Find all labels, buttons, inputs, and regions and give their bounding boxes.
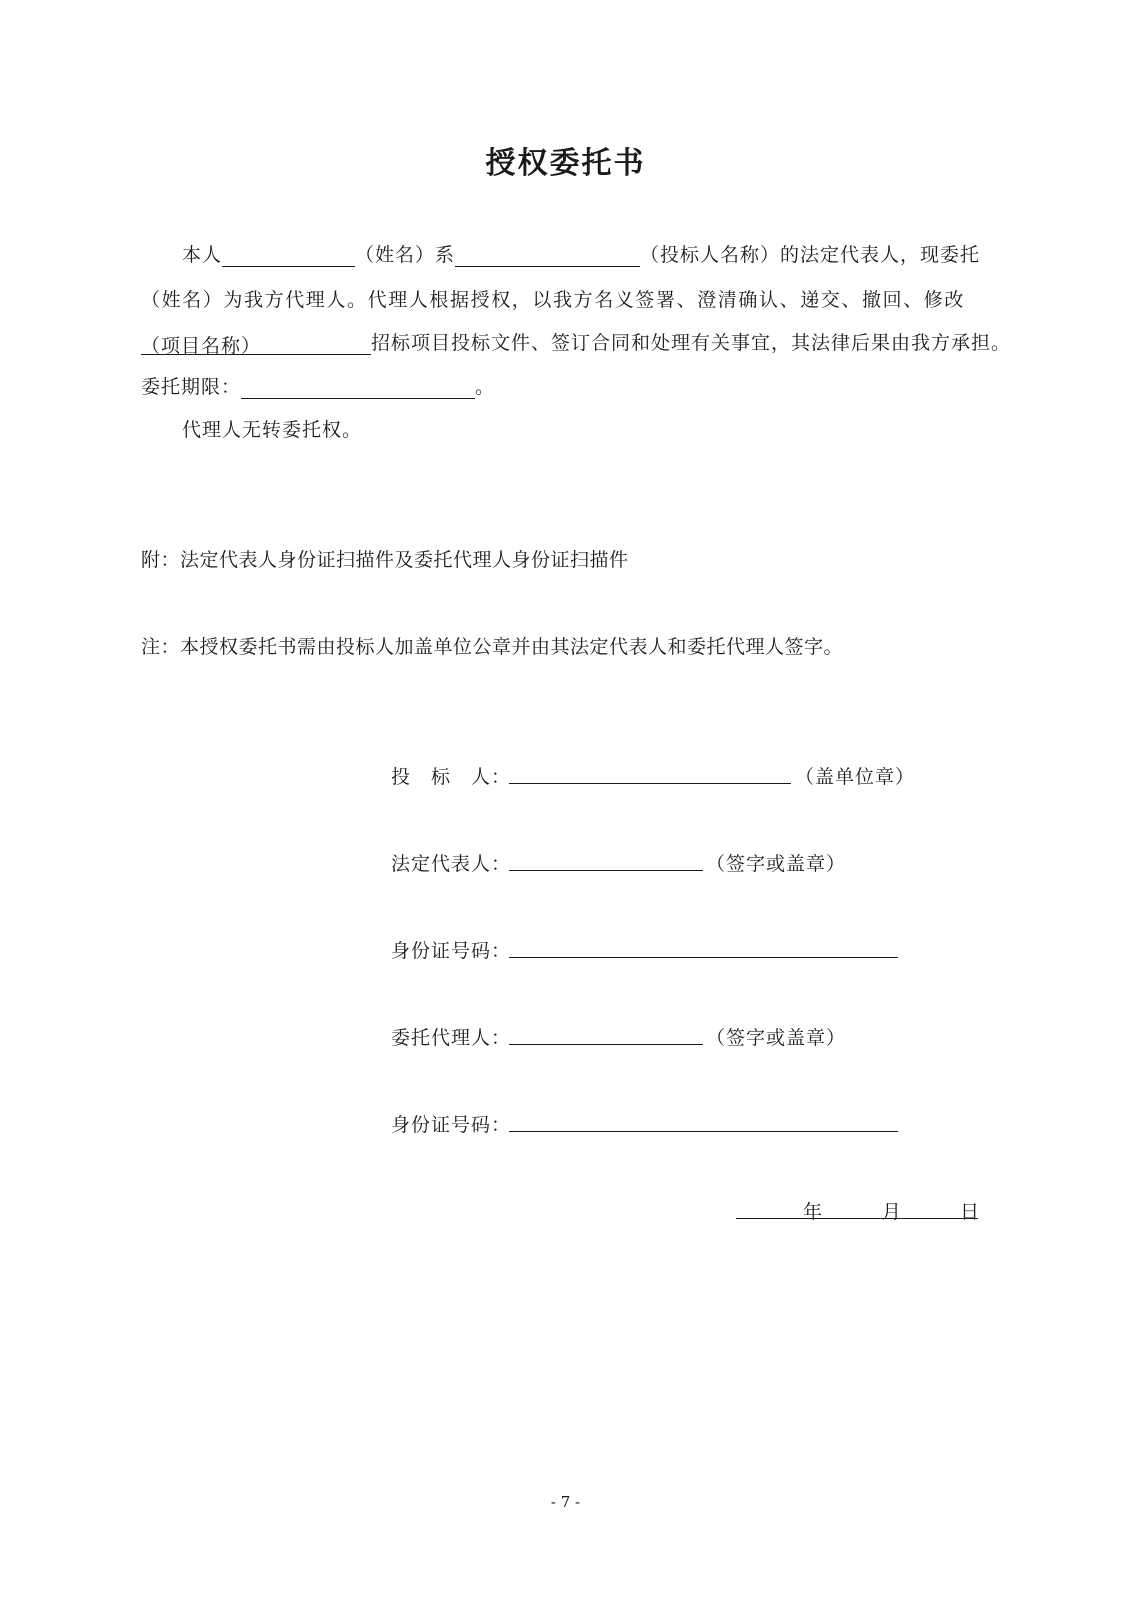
term-end: 。 [475, 376, 496, 398]
term-blank [241, 376, 475, 399]
page-number: - 7 - [550, 1493, 581, 1511]
id-number-line-2 [509, 1131, 898, 1132]
id-number-label-2: 身份证号码： [391, 1114, 512, 1136]
text-bid-matters: 招标项目投标文件、签订合同和处理有关事宜，其法律后果由我方承担。 [371, 332, 1012, 354]
date-month: 月 [882, 1201, 903, 1223]
legal-rep-label: 法定代表人： [391, 853, 512, 875]
paragraph1-line2: （姓名）为我方代理人。代理人根据授权，以我方名义签署、澄清确认、递交、撤回、修改 [141, 289, 966, 311]
paragraph1-line1 [182, 240, 980, 267]
legal-rep-line [509, 870, 703, 871]
paragraph1-line4 [141, 372, 495, 399]
agent-label: 委托代理人： [391, 1027, 512, 1049]
id-number-label-1: 身份证号码： [391, 940, 512, 962]
bidder-label: 投 标 人： [391, 766, 512, 788]
project-name-text: （项目名称） [141, 335, 262, 357]
bidder-suffix: （盖单位章） [795, 766, 916, 788]
bidder-line [509, 783, 791, 784]
project-name-blank [141, 332, 371, 355]
date-line [736, 1218, 978, 1219]
no-subdelegation-text: 代理人无转委托权。 [182, 419, 363, 441]
agent-suffix: （签字或盖章） [706, 1027, 847, 1049]
legal-rep-suffix: （签字或盖章） [706, 853, 847, 875]
paragraph1-line3 [141, 328, 1011, 355]
name-blank [222, 244, 355, 267]
instruction-note: 注：本授权委托书需由投标人加盖单位公章并由其法定代表人和委托代理人签字。 [141, 636, 844, 658]
document-title: 授权委托书 [485, 146, 646, 181]
text-legal-representative: （投标人名称）的法定代表人，现委托 [640, 244, 981, 266]
text-principal: 本人 [182, 244, 223, 266]
agent-line [509, 1044, 703, 1045]
attachment-note: 附：法定代表人身份证扫描件及委托代理人身份证扫描件 [141, 549, 629, 571]
bidder-name-blank [455, 244, 640, 267]
text-name-system: （姓名）系 [355, 244, 456, 266]
date-year: 年 [803, 1201, 824, 1223]
date-day: 日 [960, 1201, 981, 1223]
term-label: 委托期限： [141, 376, 242, 398]
id-number-line-1 [509, 957, 898, 958]
